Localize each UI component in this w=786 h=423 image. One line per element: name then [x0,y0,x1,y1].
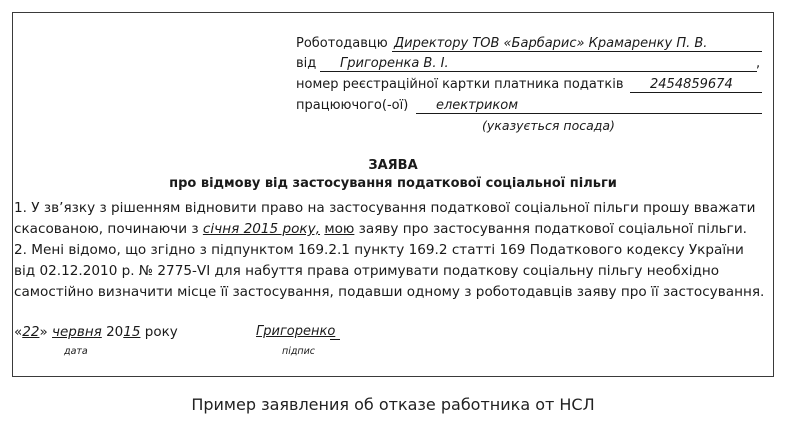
date-quote-open: « [14,324,23,340]
employer-value: Директору ТОВ «Барбарис» Крамаренку П. В. [394,36,708,51]
worker-value: електриком [436,98,519,113]
date-year-suffix: 15 [123,324,141,340]
date-month: червня [52,324,102,340]
date-year-prefix: 20 [106,324,124,340]
tax-card-underline [630,92,762,93]
p1-date: січня 2015 року, [202,221,321,237]
from-row [296,56,316,72]
from-underline [320,71,757,72]
employer-label: Роботодавцю [296,36,388,51]
from-trailing: , [756,56,761,71]
date-year-word: року [140,324,178,340]
tax-card-value: 2454859674 [650,77,733,92]
title-line-2: про відмову від застосування податкової соціальної пільги [169,176,617,191]
paragraph-2-line-3: самостійно визначити місце її застосування, подавши одному з роботодавців заяву про її застосування. [14,284,765,300]
signer-underline [330,339,340,340]
worker-underline [416,113,762,114]
date-quote-close: » [39,324,48,340]
document-title [0,157,786,193]
employer-row [296,36,388,52]
position-hint: (указується посада) [482,118,615,133]
date-day: 22 [22,324,40,340]
paragraph-1-line-2 [14,219,754,240]
signer-name: Григоренко [256,324,336,339]
worker-row [296,98,408,114]
tax-card-row [296,77,624,93]
employer-underline [392,51,762,52]
from-value: Григоренка В. І. [340,56,449,71]
paragraph-2-line-2: від 02.12.2010 р. № 2775-VI для набуття права отримувати податкову соціальну пільгу необхідно [14,263,720,279]
date-row [14,322,754,343]
title-line-1: ЗАЯВА [368,158,418,173]
paragraph-2-line-1: 2. Мені відомо, що згідно з підпунктом 169.2.1 пункту 169.2 статті 169 Податкового кодексу України [14,242,744,258]
tax-card-label: номер реєстраційної картки платника податків [296,77,624,92]
paragraph-1-line-1: 1. У зв’язку з рішенням відновити право на застосування податкової соціальної пільги прошу вважати [14,200,756,216]
p1-prefix: скасованою, починаючи з [14,221,203,237]
p1-my: мою [324,221,355,237]
sign-hint: підпис [282,346,316,357]
p1-suffix: заяву про застосування податкової соціальної пільги. [354,221,747,237]
from-label: від [296,56,317,71]
date-hint: дата [64,346,88,357]
figure-caption: Пример заявления об отказе работника от НСЛ [191,395,595,414]
worker-label: працюючого(-ої) [296,98,409,113]
